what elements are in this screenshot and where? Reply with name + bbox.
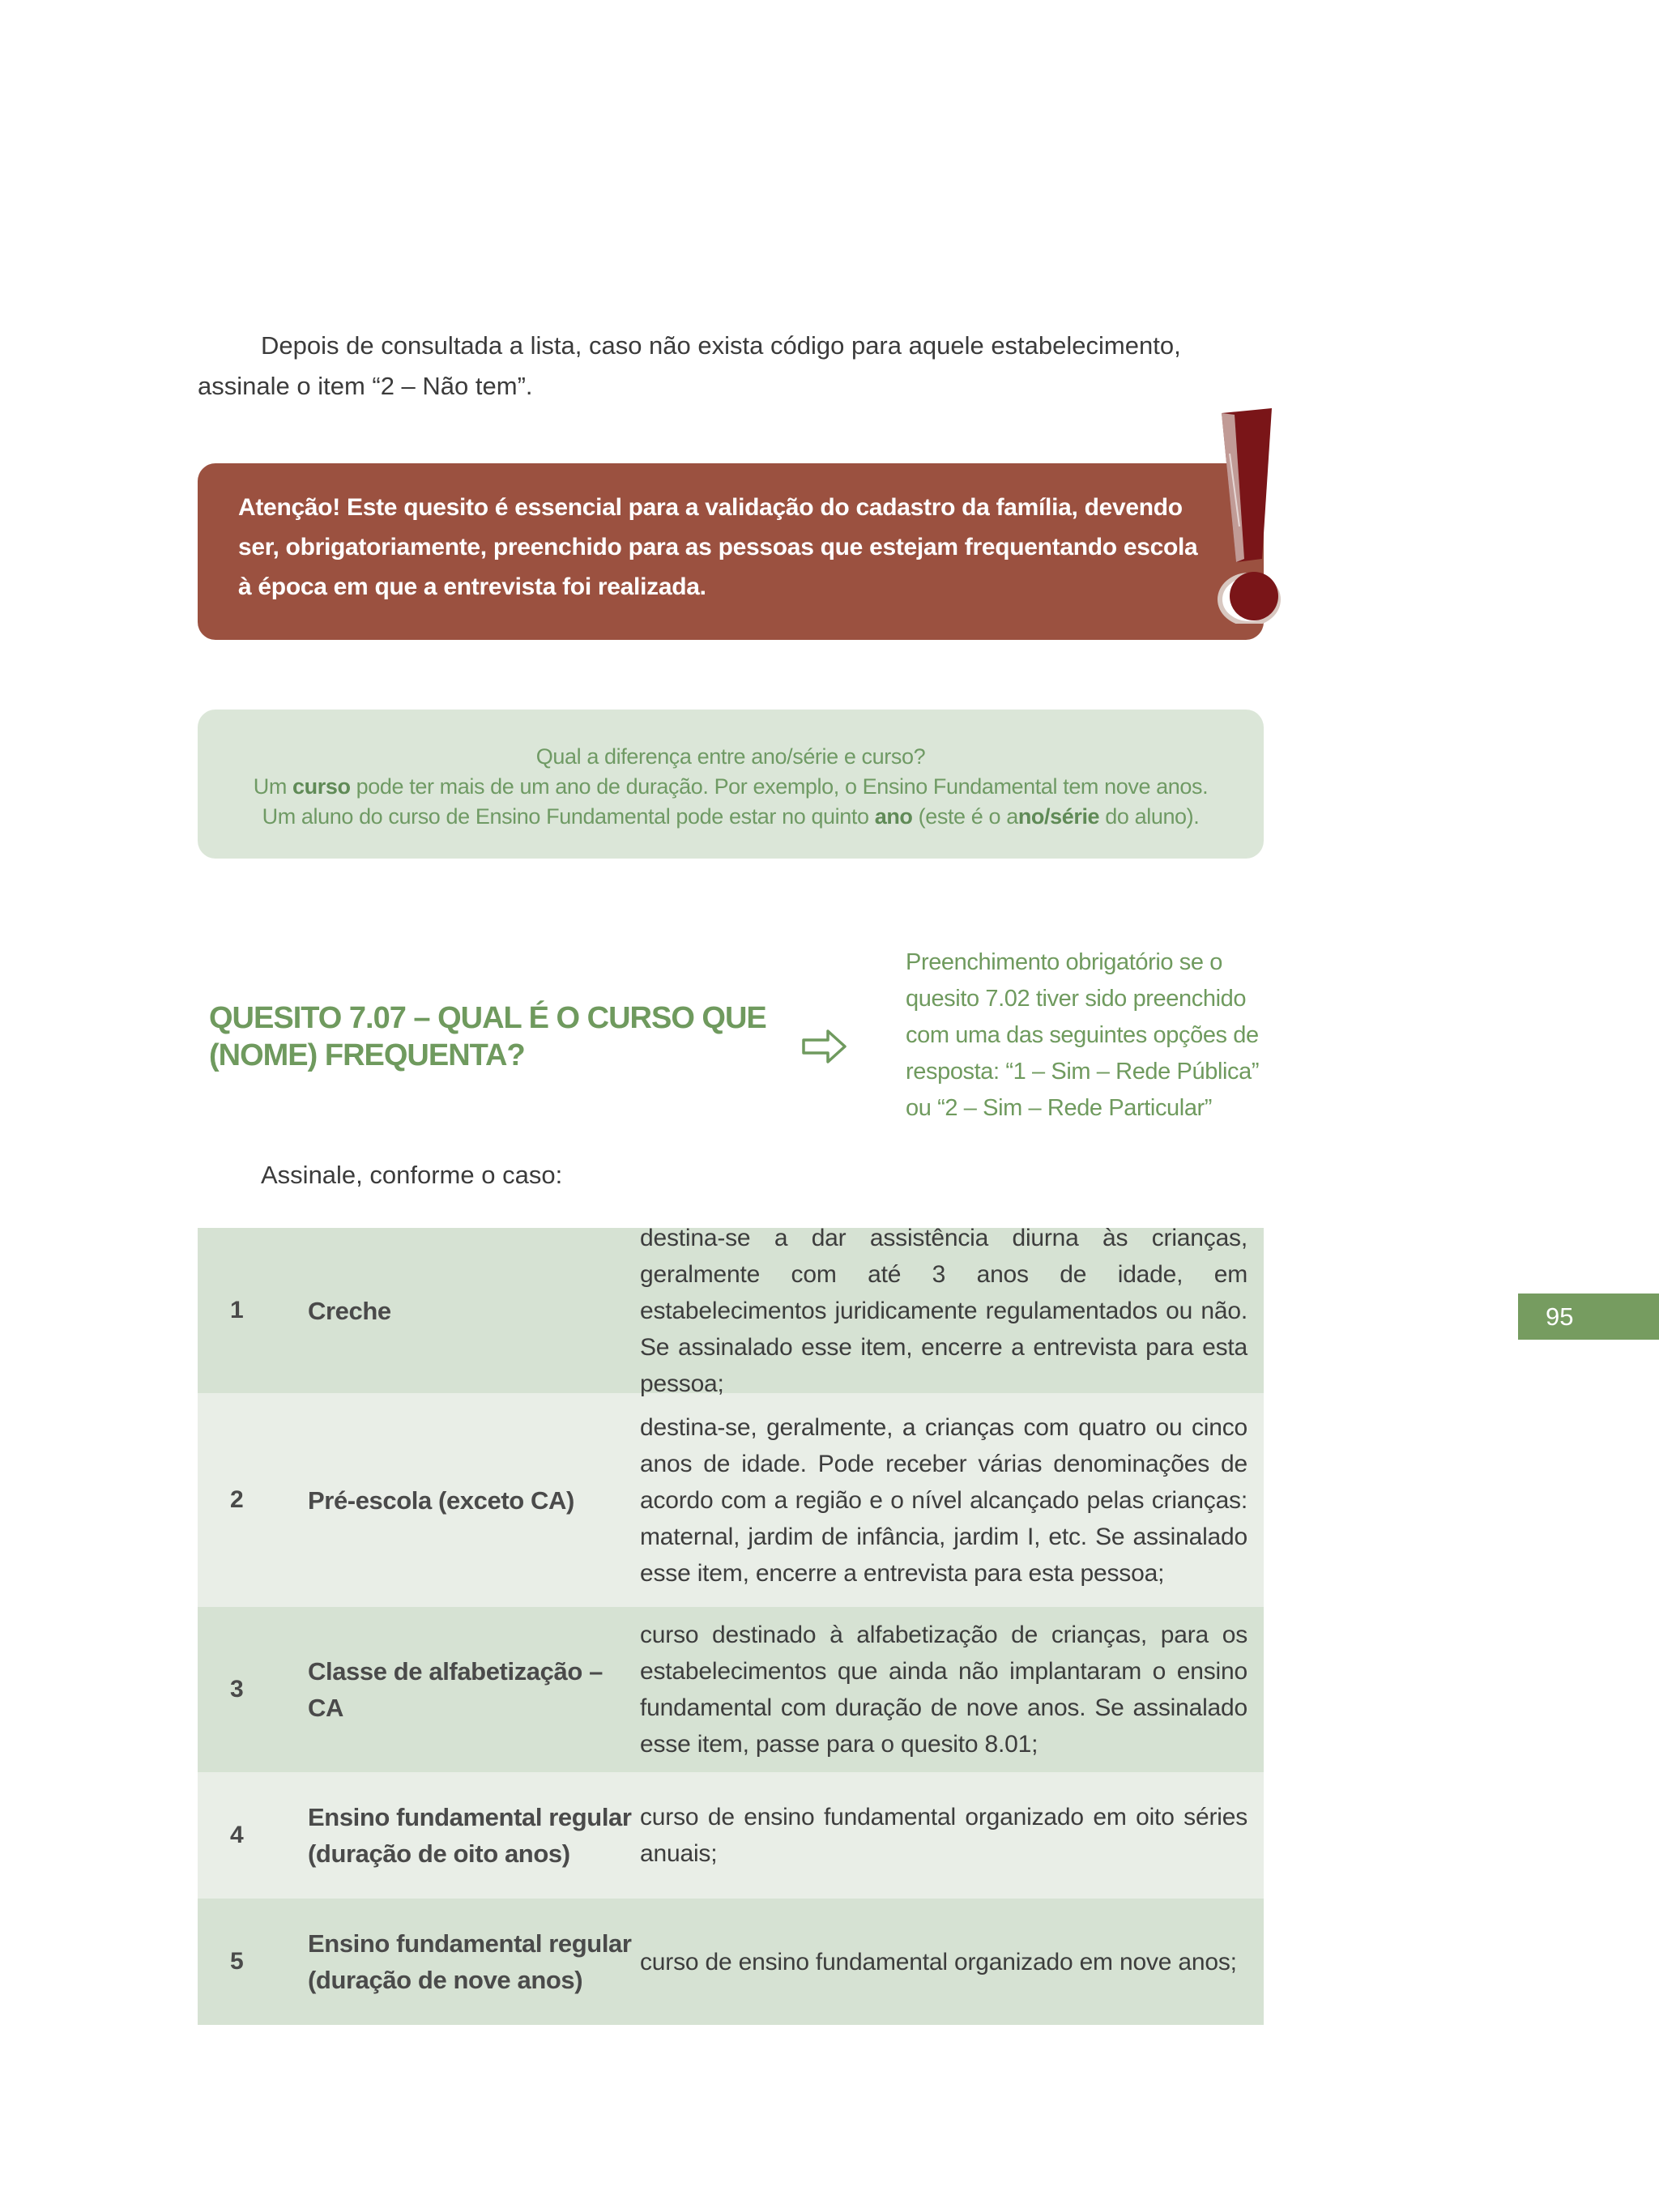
option-number: 4 [230,1822,244,1848]
table-row [198,1393,1264,1607]
option-name: Ensino fundamental regular (duração de nove anos) [308,1929,632,1994]
instruction-text: Assinale, conforme o caso: [261,1161,563,1189]
option-name: Ensino fundamental regular (duração de oito anos) [308,1803,632,1868]
table-row [198,1899,1264,2025]
attention-text: Atenção! Este quesito é essencial para a validação do cadastro da família, devendo ser, obrigatoriamente, preenchido para as pessoas que estejam frequentando escola à época em que a entrevista foi realizada. [238,494,1198,600]
option-number: 1 [230,1297,244,1323]
info-line-2: Um curso pode ter mais de um ano de duração. Por exemplo, o Ensino Fundamental tem nove anos. [253,774,1209,799]
option-description: curso de ensino fundamental organizado em nove anos; [640,1948,1237,1975]
options-table [198,1224,1264,2025]
option-number: 5 [230,1948,244,1975]
arrow-right-icon [802,1029,847,1064]
page-number: 95 [1546,1302,1574,1331]
table-row [198,1224,1264,1397]
table-row [198,1607,1264,1772]
option-description: curso destinado à alfabetização de crianças, para os estabelecimentos que ainda não implantaram o ensino fundamental com duração de nove anos. Se assinalado esse item, passe para o quesito 8.01; [640,1622,1247,1758]
info-question: Qual a diferença entre ano/série e curso? [535,744,926,769]
page-number-tab [1518,1294,1659,1340]
exclamation-icon [1202,405,1291,624]
intro-paragraph: Depois de consultada a lista, caso não exista código para aquele estabelecimento, assinale o item “2 – Não tem”. [198,331,1181,400]
quesito-title: QUESITO 7.07 – QUAL É O CURSO QUE (NOME) FREQUENTA? [209,1001,766,1072]
option-description: curso de ensino fundamental organizado em oito séries anuais; [640,1804,1247,1867]
quesito-note: Preenchimento obrigatório se o quesito 7.02 tiver sido preenchido com uma das seguintes opções de resposta: “1 – Sim – Rede Pública” ou “2 – Sim – Rede Particular” [906,949,1260,1121]
option-name: Creche [308,1296,391,1325]
option-name: Classe de alfabetização – CA [308,1657,603,1722]
table-row [198,1772,1264,1899]
option-number: 3 [230,1676,244,1703]
info-line-3: Um aluno do curso de Ensino Fundamental pode estar no quinto ano (este é o ano/série do aluno). [262,804,1200,829]
option-description: destina-se, geralmente, a crianças com quatro ou cinco anos de idade. Pode receber várias denominações de acordo com a região e o nível alcançado pelas crianças: maternal, jardim de infância, jardim I, etc. Se assinalado esse item, encerre a entrevista para esta pessoa; [640,1413,1247,1587]
option-number: 2 [230,1486,244,1513]
info-box [198,710,1264,859]
option-description: destina-se a dar assistência diurna às crianças, geralmente com até 3 anos de idade, em estabelecimentos juridicamente regulamentados ou não. Se assinalado esse item, encerre a entrevista para esta pessoa; [640,1224,1247,1397]
attention-box [198,463,1264,640]
option-name: Pré-escola (exceto CA) [308,1485,574,1515]
